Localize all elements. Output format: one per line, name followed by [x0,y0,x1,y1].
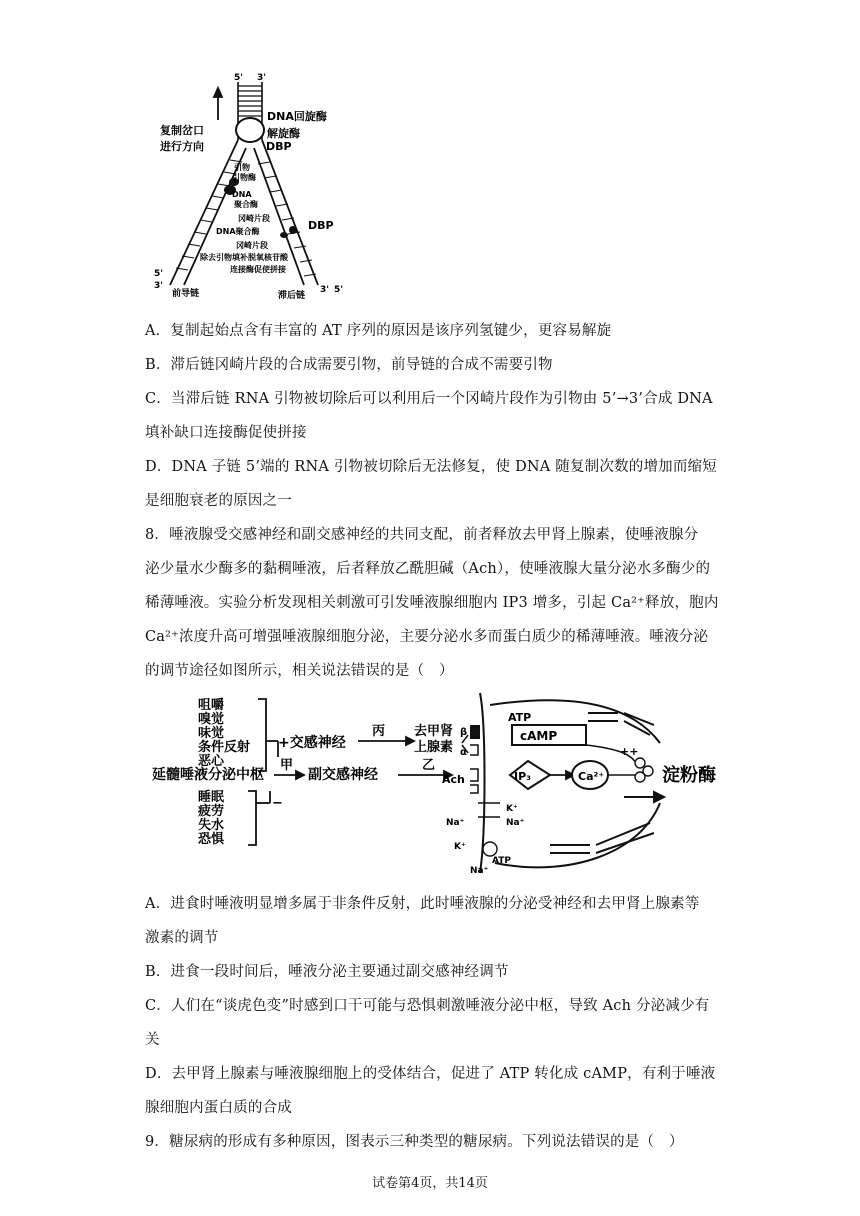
ne-label-line2: 上腺素 [414,740,454,755]
q8-option-d-line2: 腺细胞内蛋白质的合成 [145,1100,292,1116]
ip3-label: IP₃ [514,770,531,783]
saliva-regulation-figure [150,683,720,883]
camp-label: cAMP [520,729,558,743]
fig1-p3-top: 3' [257,73,267,83]
minus-sign: − [272,796,283,811]
q9-stem: 9．糖尿病的形成有多种原因，图表示三种类型的糖尿病。下列说法错误的是（ ） [145,1134,684,1150]
q8-option-a-line2: 激素的调节 [145,930,219,946]
fig1-direction-line1: 复制岔口 [160,124,204,137]
q8-stem-line5: 的调节途径如图所示，相关说法错误的是（ ） [145,663,454,679]
fig1-helicase-label: 解旋酶 [267,127,300,140]
q7-option-d-line1: D．DNA 子链 5’端的 RNA 引物被切除后无法修复，使 DNA 随复制次数的增加而缩短 [145,459,717,475]
fig1-primase-label: 引物酶 [232,173,256,182]
fig1-helicase2-label: DNA回旋酶 [267,110,327,123]
fig1-p5-bottom-left: 5' [154,269,164,279]
parasymp-nerve-label: 副交感神经 [308,767,378,783]
q8-option-c-line1: C．人们在“谈虎色变”时感到口干可能与恐惧刺激唾液分泌中枢，导致 Ach 分泌减少有 [145,998,710,1014]
fig1-dnapol-label2: 聚合酶 [234,200,258,209]
ach-label: Ach [442,773,465,786]
q8-stem-line4: Ca²⁺浓度升高可增强唾液腺细胞分泌，主要分泌水多而蛋白质少的稀薄唾液。唾液分泌 [145,629,709,645]
na-label-2: Na⁺ [506,818,525,828]
fig1-p5-top: 5' [234,73,244,83]
label-bing: 丙 [372,724,386,739]
fig1-p3-bottom-right: 3' [320,285,330,295]
ne-label-line1: 去甲肾 [414,724,454,739]
amylase-label: 淀粉酶 [662,765,716,786]
atp-top-label: ATP [508,711,532,724]
stimulus-sleep: 睡眠 [198,790,225,805]
q8-stem-line2: 泌少量水少酶多的黏稠唾液，后者释放乙酰胆碱（Ach），使唾液腺大量分泌水多酶少的 [145,561,711,577]
k-label-2: K⁺ [454,842,466,852]
stimulus-fatigue: 疲劳 [198,804,225,819]
beta-label: β [460,727,468,738]
q7-option-c-line1: C．当滞后链 RNA 引物被切除后可以利用后一个冈崎片段作为引物由 5’→3’合成 DNA [145,391,713,407]
fig1-p5-bottom-right: 5' [334,285,344,295]
label-jia: 甲 [280,758,294,773]
calcium-label: Ca²⁺ [578,770,605,783]
q8-option-d-line1: D．去甲肾上腺素与唾液腺细胞上的受体结合，促进了 ATP 转化成 cAMP，有利于唾液 [145,1066,716,1082]
fig1-remove-primer-label: 除去引物填补脱氧核苷酸 [200,253,288,262]
label-yi: 乙 [422,758,436,773]
page-footer: 试卷第4页，共14页 [372,1176,488,1191]
q7-option-a: A．复制起始点含有丰富的 AT 序列的原因是该序列氢键少，更容易解旋 [145,323,612,339]
stimulus-conditioned: 条件反射 [198,740,251,755]
q7-option-b: B．滞后链冈崎片段的合成需要引物，前导链的合成不需要引物 [145,357,553,373]
q8-option-b: B．进食一段时间后，唾液分泌主要通过副交感神经调节 [145,964,509,980]
fig1-okazaki-label1: 冈崎片段 [238,214,270,223]
na-label-1: Na⁺ [446,818,465,828]
alpha-label: α [460,747,467,758]
stimulus-taste: 味觉 [198,726,225,741]
fig1-okazaki-label2: 冈崎片段 [236,241,268,250]
q8-stem-line1: 8．唾液腺受交感神经和副交感神经的共同支配，前者释放去甲肾上腺素，使唾液腺分 [145,527,699,543]
fig1-dbp-top: DBP [266,140,292,153]
stimulus-smell: 嗅觉 [198,712,225,727]
q7-option-c-line2: 填补缺口连接酶促使拼接 [145,425,307,441]
fig1-dnapol3-label: DNA聚合酶 [216,227,260,236]
fig1-primer-label: 引物 [234,163,250,172]
q7-option-d-line2: 是细胞衰老的原因之一 [145,493,292,509]
stimulus-chew: 咀嚼 [198,698,225,713]
fig1-lagging-strand: 滞后链 [278,291,306,301]
beta-receptor [470,725,480,739]
fig1-leading-strand: 前导链 [172,289,200,299]
dna-replication-fork-figure [150,70,350,305]
q8-option-a-line1: A．进食时唾液明显增多属于非条件反射，此时唾液腺的分泌受神经和去甲肾上腺素等 [145,896,700,912]
fig1-dbp-right: DBP [308,219,334,232]
fig1-dnapol-label1: DNA [232,190,252,199]
fig1-p3-bottom-left: 3' [154,281,164,291]
stimulus-nausea: 恶心 [198,754,225,769]
stimulus-fear: 恐惧 [198,832,225,847]
fig1-ligase-label: 连接酶促使拼接 [230,265,286,274]
k-label-1: K⁺ [506,804,518,814]
plusplus-label: ++ [620,745,639,758]
medulla-center-label: 延髓唾液分泌中枢 [152,767,264,783]
symp-nerve-label: +交感神经 [278,735,346,751]
q8-option-c-line2: 关 [145,1032,160,1048]
stimulus-dehydration: 失水 [198,818,225,833]
q8-stem-line3: 稀薄唾液。实验分析发现相关刺激可引发唾液腺细胞内 IP3 增多，引起 Ca²⁺释放，胞内 [145,595,719,611]
atp-bottom-label: ATP [492,856,512,866]
na-label-3: Na⁺ [470,866,489,876]
fig1-direction-line2: 进行方向 [160,140,204,153]
